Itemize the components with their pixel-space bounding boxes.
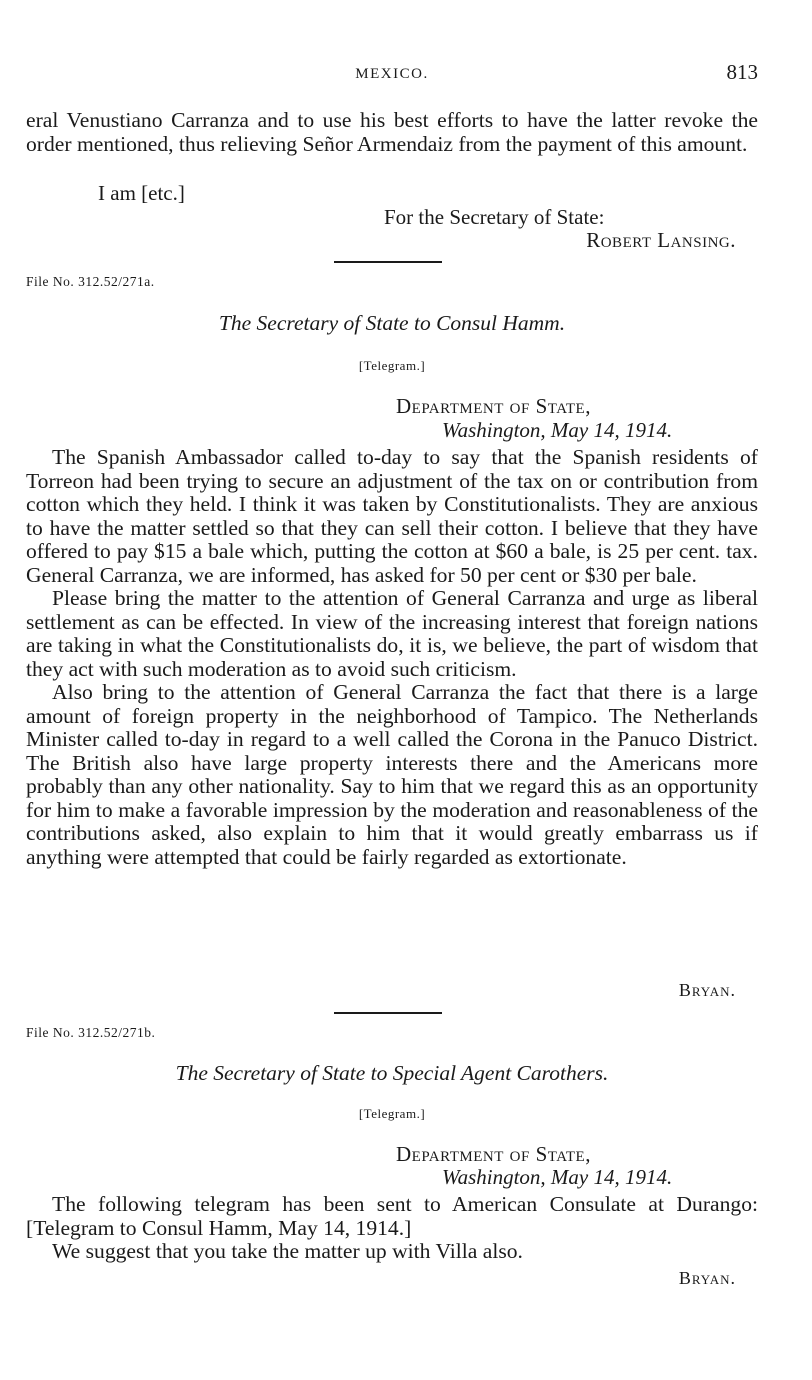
body-paragraph: The following telegram has been sent to American Consulate at Durango: [Telegram to Consul Hamm, May 14, 1914.] <box>26 1192 758 1240</box>
document-title: The Secretary of State to Consul Hamm. <box>218 311 566 335</box>
signer-lansing: Robert Lansing. <box>586 228 736 252</box>
section-divider <box>334 1012 442 1014</box>
signer-bryan: Bryan. <box>678 1268 736 1288</box>
dateline-department: Department of State, <box>396 394 591 418</box>
running-head: MEXICO. <box>355 66 429 82</box>
document-body <box>26 1193 758 1264</box>
document-body <box>26 446 758 869</box>
body-paragraph: We suggest that you take the matter up with Villa also. <box>52 1239 523 1263</box>
dateline-department: Department of State, <box>396 1142 591 1166</box>
dateline-date: Washington, May 14, 1914. <box>442 1165 673 1189</box>
page-number: 813 <box>726 60 758 84</box>
closing-line: I am [etc.] <box>98 181 185 205</box>
continuation-block <box>26 109 758 156</box>
document-title: The Secretary of State to Special Agent Carothers. <box>175 1061 609 1085</box>
page-header <box>26 60 758 90</box>
document-type: [Telegram.] <box>358 1106 426 1121</box>
file-number: File No. 312.52/271b. <box>26 1025 156 1040</box>
continuation-paragraph: eral Venustiano Carranza and to use his best efforts to have the latter revoke the order mentioned, thus relieving Señor Armendaiz from the payment of this amount. <box>26 108 758 156</box>
body-paragraph: The Spanish Ambassador called to-day to say that the Spanish residents of Torreon had been trying to secure an adjustment of the tax on or contribution from cotton which they held. I think it was taken by Constitutionalists. They are anxious to have the matter settled so that they can sell their cotton. I believe that they have offered to pay $15 a bale which, putting the cotton at $60 a bale, is 25 per cent. tax. General Carranza, we are informed, has asked for 50 per cent or $30 per bale. <box>26 445 758 587</box>
dateline-date: Washington, May 14, 1914. <box>442 418 673 442</box>
signature-line: For the Secretary of State: <box>384 205 605 229</box>
signer-bryan: Bryan. <box>678 980 736 1000</box>
body-paragraph: Please bring the matter to the attention of General Carranza and urge as liberal settlement as can be effected. In view of the increasing interest that foreign nations are taking in what the Constitutionalists do, it is, we believe, the part of wisdom that they act with such moderation as to avoid such criticism. <box>26 586 758 681</box>
section-divider <box>334 261 442 263</box>
document-page <box>26 0 758 1380</box>
file-number: File No. 312.52/271a. <box>26 274 155 289</box>
document-type: [Telegram.] <box>358 358 426 373</box>
body-paragraph: Also bring to the attention of General Carranza the fact that there is a large amount of foreign property in the neighborhood of Tampico. The Netherlands Minister called to-day in regard to a well called the Corona in the Panuco District. The British also have large property interests there and the Americans more probably than any other nationality. Say to him that we regard this as an opportunity for him to make a favorable impression by the moderation and reasonableness of the contributions asked, also explain to him that it would greatly embarrass us if anything were attempted that could be fairly regarded as extortionate. <box>26 680 758 869</box>
